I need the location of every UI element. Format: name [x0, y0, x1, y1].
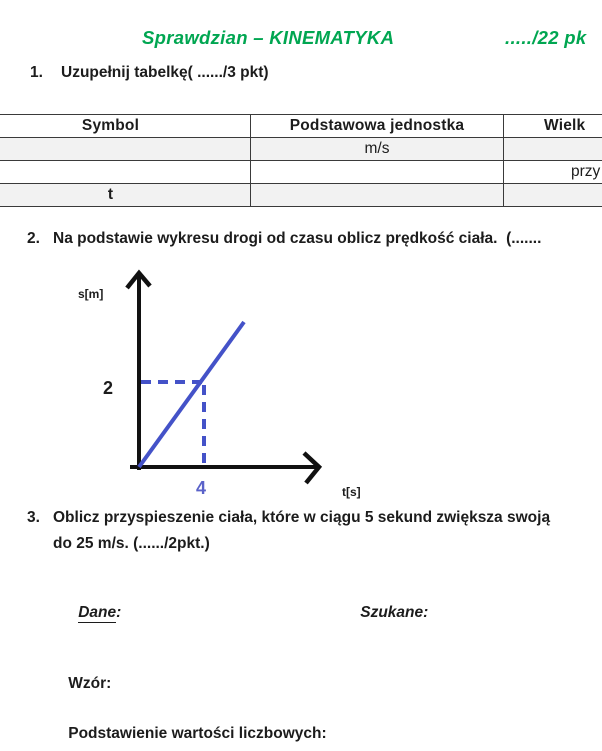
dane-label [61, 583, 121, 643]
dane-label-colon: : [116, 604, 122, 621]
quantities-table [0, 114, 602, 208]
cell-r1-jednostka: m/s [251, 138, 504, 161]
question-3-text-line2: do 25 m/s. (....../2pkt.) [53, 535, 210, 552]
question-2 [27, 229, 541, 249]
score-field: ...../22 pk [505, 27, 587, 48]
cell-r2-wielkosc: przy [504, 161, 602, 184]
header-wielkosc: Wielk [504, 115, 602, 138]
y-tick-label: 2 [103, 378, 114, 398]
table-row [0, 138, 602, 161]
question-2-text: Na podstawie wykresu drogi od czasu oblicz prędkość ciała. (....... [53, 230, 542, 247]
question-3-text-line1: Oblicz przyspieszenie ciała, które w ciągu 5 sekund zwiększa swoją [53, 509, 551, 526]
wzor-label-text: Wzór: [68, 675, 112, 692]
dane-label-underlined: Dane [78, 604, 117, 621]
x-axis-label: t[s] [342, 485, 361, 499]
cell-r3-symbol: t [0, 184, 251, 207]
header-jednostka: Podstawowa jednostka [251, 115, 504, 138]
podstawienie-label [51, 704, 327, 751]
page-title: Sprawdzian – KINEMATYKA [142, 27, 395, 48]
y-axis-label: s[m] [78, 287, 104, 301]
question-1-number: 1. [30, 64, 43, 81]
cell-r1-wielkosc [504, 138, 602, 161]
cell-r2-symbol [0, 161, 251, 184]
question-3-number: 3. [27, 509, 40, 526]
table-header-row [0, 115, 602, 138]
szukane-label [343, 583, 428, 643]
question-3 [27, 508, 550, 528]
x-tick-label: 4 [196, 478, 207, 498]
distance-line-series [139, 322, 244, 467]
cell-r2-jednostka [251, 161, 504, 184]
question-2-number: 2. [27, 230, 40, 247]
question-1-text: Uzupełnij tabelkę( ....../3 pkt) [61, 64, 269, 81]
cell-r3-wielkosc [504, 184, 602, 207]
cell-r1-symbol [0, 138, 251, 161]
distance-time-graph [60, 262, 380, 502]
podstawienie-label-text: Podstawienie wartości liczbowych: [68, 725, 327, 742]
question-3-line2 [53, 534, 210, 554]
table-row [0, 161, 602, 184]
cell-r3-jednostka [251, 184, 504, 207]
szukane-label-text: Szukane: [360, 604, 429, 621]
table-row [0, 184, 602, 207]
question-1 [30, 63, 269, 83]
header-symbol: Symbol [0, 115, 251, 138]
